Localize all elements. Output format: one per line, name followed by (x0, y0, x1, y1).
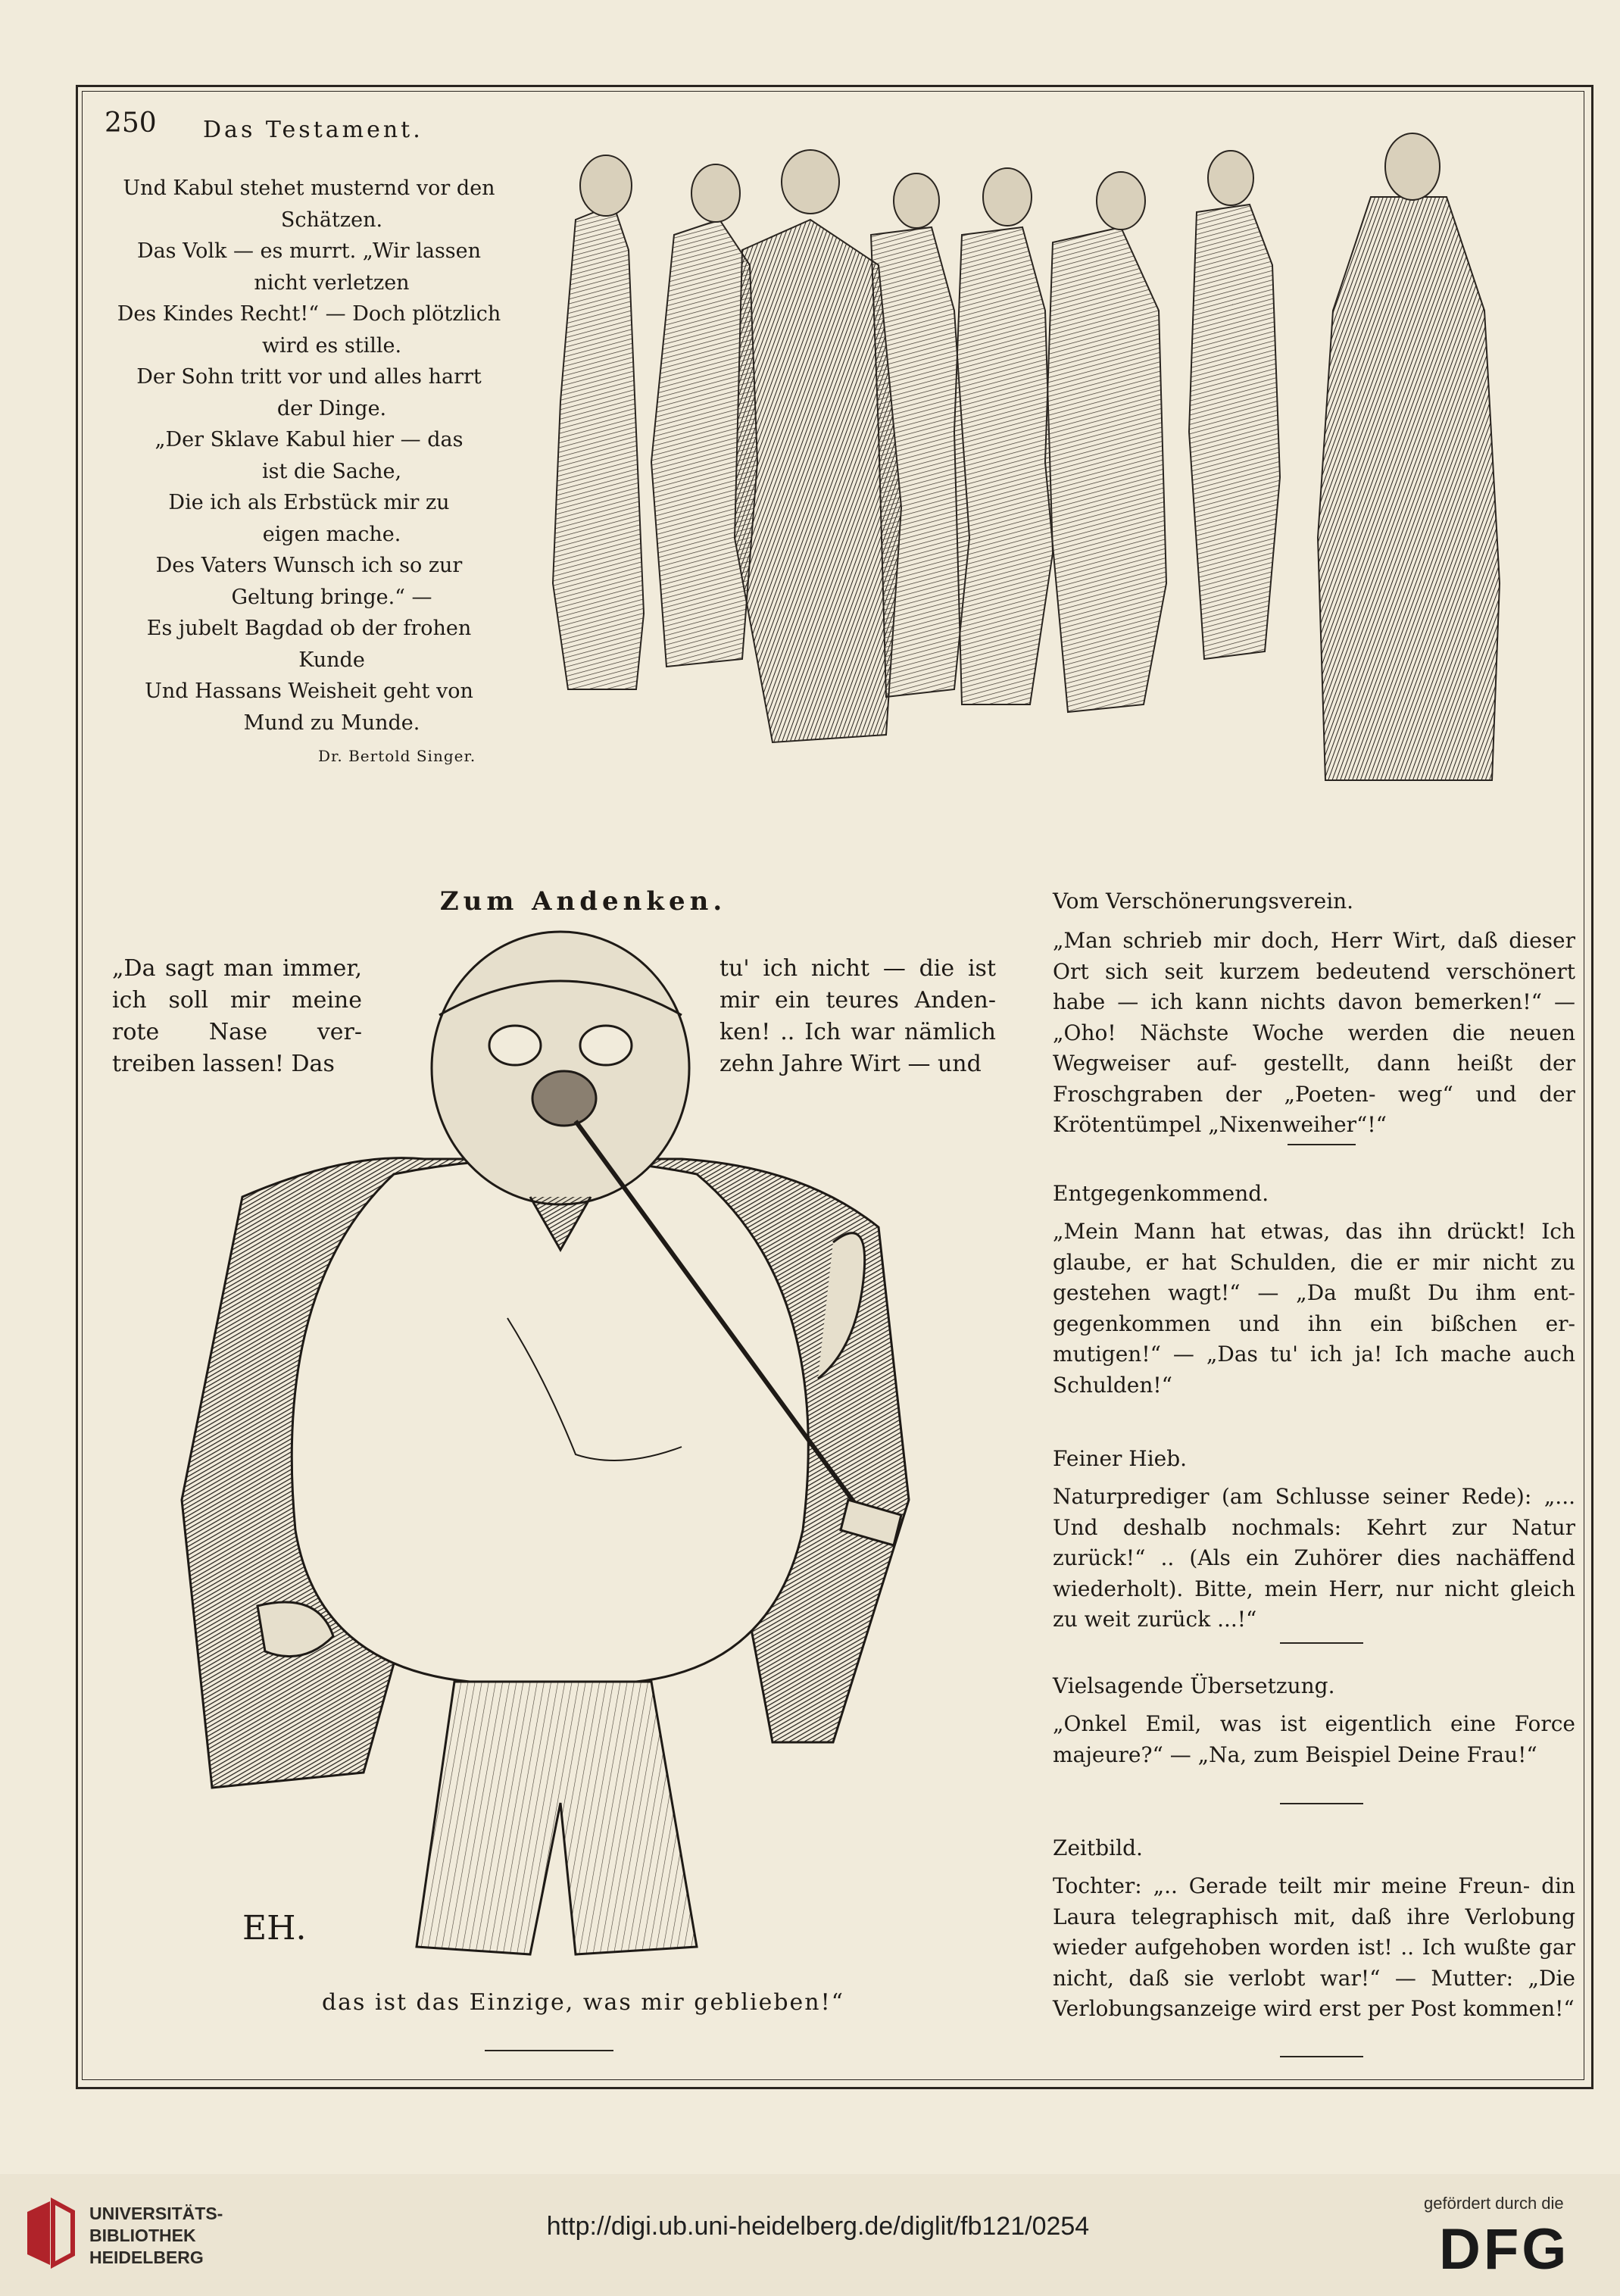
poem-line: ist die Sache, (261, 459, 402, 483)
library-name-line: UNIVERSITÄTS- (89, 2204, 223, 2223)
poem-author: Dr. Bertold Singer. (318, 747, 476, 765)
zum-andenken-text-bottom: das ist das Einzige, was mir geblieben!“ (321, 1989, 845, 2016)
poem-line: Und Hassans Weisheit geht von (145, 679, 473, 703)
separator-rule (1288, 1144, 1356, 1145)
separator-rule (485, 2050, 613, 2051)
poem-line: Es jubelt Bagdad ob der frohen (146, 617, 472, 640)
zum-andenken-text-left: „Da sagt man immer, ich soll mir meine rote Nase ver- treiben lassen! Das (112, 955, 362, 1077)
separator-rule (1280, 1803, 1363, 1804)
funded-by-label: gefördert durch die (1424, 2194, 1564, 2213)
library-name-line: BIBLIOTHEK (89, 2226, 196, 2245)
dfg-logo: DFG (1439, 2217, 1570, 2282)
running-head: Das Testament. (203, 117, 423, 143)
poem-line: Des Vaters Wunsch ich so zur (155, 554, 463, 577)
heading-vom-verschoenerungsverein: Vom Verschönerungsverein. (1053, 889, 1354, 914)
zum-andenken-heading: Zum Andenken. (439, 886, 727, 917)
poem-line: Die ich als Erbstück mir zu (168, 491, 450, 514)
heading-vielsagende-uebersetzung: Vielsagende Übersetzung. (1053, 1673, 1335, 1698)
heading-entgegenkommend: Entgegenkommend. (1053, 1181, 1269, 1206)
library-name (89, 2203, 223, 2269)
poem-line: Des Kindes Recht!“ — Doch plötzlich (117, 302, 501, 326)
heading-feiner-hieb: Feiner Hieb. (1053, 1446, 1188, 1471)
page-number: 250 (105, 108, 157, 139)
poem-line: Das Volk — es murrt. „Wir lassen (136, 239, 482, 263)
text-vom-verschoenerungsverein: „Man schrieb mir doch, Herr Wirt, daß dieser Ort sich seit kurzem bedeutend verschönert habe — ich kann nichts davon bemerken!“ — „Oho! Nächste Woche werden die neuen Wegweiser auf- gestellt, dann heißt der Froschgraben der „Poeten- weg“ und der Krötentümpel „Nixenweiher“!“ (1053, 928, 1575, 1137)
poem-line: Schätzen. (280, 208, 383, 232)
library-name-line: HEIDELBERG (89, 2248, 204, 2267)
poem-line: Der Sohn tritt vor und alles harrt (136, 365, 482, 389)
poem-line: Mund zu Munde. (243, 711, 420, 735)
text-entgegenkommend: „Mein Mann hat etwas, das ihn drückt! Ich glaube, er hat Schulden, die er mir nicht zu gestehen wagt!“ — „Da mußt Du ihm ent- gegenkommen und ihn ein bißchen er- mutigen!“ — „Das tu' ich ja! Ich mache auch Schulden!“ (1053, 1219, 1575, 1398)
stout-man-with-pipe-engraving (151, 924, 1015, 1962)
text-vielsagende-uebersetzung: „Onkel Emil, was ist eigentlich eine Force majeure?“ — „Na, zum Beispiel Deine Frau!“ (1053, 1711, 1575, 1767)
artist-signature: EH. (242, 1909, 307, 1948)
poem-line: wird es stille. (261, 333, 402, 358)
robed-figures-engraving (523, 114, 1537, 795)
poem-line: der Dinge. (276, 396, 387, 420)
text-feiner-hieb: Naturprediger (am Schlusse seiner Rede): „... Und deshalb nochmals: Kehrt zur Natur zurück!“ .. (Als ein Zuhörer dies nachäffend wiederholt). Bitte, mein Herr, nur nicht gleich zu weit zurück ...!“ (1053, 1484, 1575, 1632)
poem-line: nicht verletzen (254, 270, 410, 295)
source-url-link[interactable]: http://digi.ub.uni-heidelberg.de/diglit/fb121/0254 (546, 2212, 1090, 2241)
separator-rule (1280, 1642, 1363, 1644)
zum-andenken-text-right: tu' ich nicht — die ist mir ein teures Anden- ken! .. Ich war nämlich zehn Jahre Wirt — und (719, 955, 996, 1077)
poem-line: Kunde (298, 648, 365, 672)
poem-line: Und Kabul stehet musternd vor den (123, 176, 495, 200)
university-library-logo-icon (20, 2197, 77, 2269)
heading-zeitbild: Zeitbild. (1053, 1835, 1143, 1860)
separator-rule (1280, 2056, 1363, 2057)
poem-line: eigen mache. (262, 522, 401, 546)
poem (105, 173, 513, 739)
text-zeitbild: Tochter: „.. Gerade teilt mir meine Freun- din Laura telegraphisch mit, daß ihre Verlobung wieder aufgehoben worden ist! .. Ich wußte gar nicht, daß sie verlobt war!“ — Mutter: „Die Verlobungsanzeige wird erst per Post kommen!“ (1053, 1873, 1575, 2021)
poem-line: „Der Sklave Kabul hier — das (155, 428, 464, 451)
poem-line: Geltung bringe.“ — (231, 585, 432, 609)
